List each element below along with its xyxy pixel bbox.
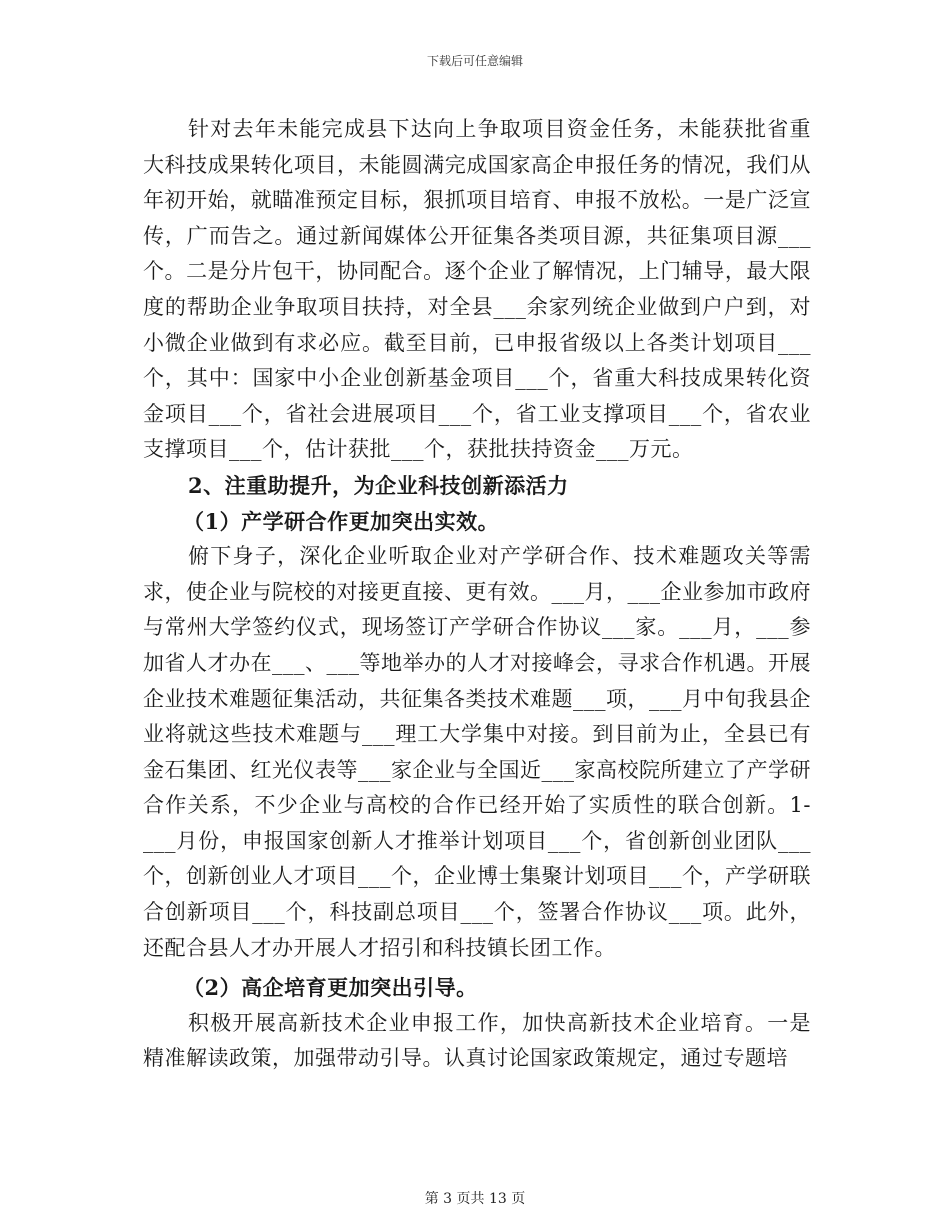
subsection-heading-industry-university: （1）产学研合作更加突出实效。	[183, 508, 500, 534]
document-body	[143, 112, 811, 1077]
page-header-note: 下载后可任意编辑	[426, 54, 523, 68]
paragraph-industry-university-cooperation: 俯下身子，深化企业听取企业对产学研合作、技术难题攻关等需求，使企业与院校的对接更直接、更有效。___月，___企业参加市政府与常州大学签约仪式，现场签订产学研合作协议___家。___月，___参加省人才办在___、___等地举办的人才对接峰会，寻求合作机遇。开展企业技术难题征集活动，共征集各类技术难题___项，___月中旬我县企业将就这些技术难题与___理工大学集中对接。到目前为止，全县已有金石集团、红光仪表等___家企业与全国近___家高校院所建立了产学研合作关系，不少企业与高校的合作已经开始了实质性的联合创新。1-___月份，申报国家创新人才推举计划项目___个，省创新创业团队___个，创新创业人才项目___个，企业博士集聚计划项目___个，产学研联合创新项目___个，科技副总项目___个，签署合作协议___项。此外，还配合县人才办开展人才招引和科技镇长团工作。	[143, 544, 811, 960]
page-number: 第 3 页共 13 页	[424, 1191, 526, 1207]
paragraph-project-application: 针对去年未能完成县下达向上争取项目资金任务，未能获批省重大科技成果转化项目，未能圆满完成国家高企申报任务的情况，我们从年初开始，就瞄准预定目标，狠抓项目培育、申报不放松。一是广泛宣传，广而告之。通过新闻媒体公开征集各类项目源，共征集项目源___个。二是分片包干，协同配合。逐个企业了解情况，上门辅导，最大限度的帮助企业争取项目扶持，对全县___余家列统企业做到户户到，对小微企业做到有求必应。截至目前，已申报省级以上各类计划项目___个，其中：国家中小企业创新基金项目___个，省重大科技成果转化资金项目___个，省社会进展项目___个，省工业支撑项目___个，省农业支撑项目___个，估计获批___个，获批扶持资金___万元。	[143, 117, 811, 462]
paragraph-high-tech-enterprise: 积极开展高新技术企业申报工作，加快高新技术企业培育。一是精准解读政策，加强带动引导。认真讨论国家政策规定，通过专题培	[143, 1010, 811, 1071]
section-heading: 2、注重助提升，为企业科技创新添活力	[188, 472, 569, 498]
subsection-heading-high-tech-enterprise: （2）高企培育更加突出引导。	[183, 975, 478, 1001]
